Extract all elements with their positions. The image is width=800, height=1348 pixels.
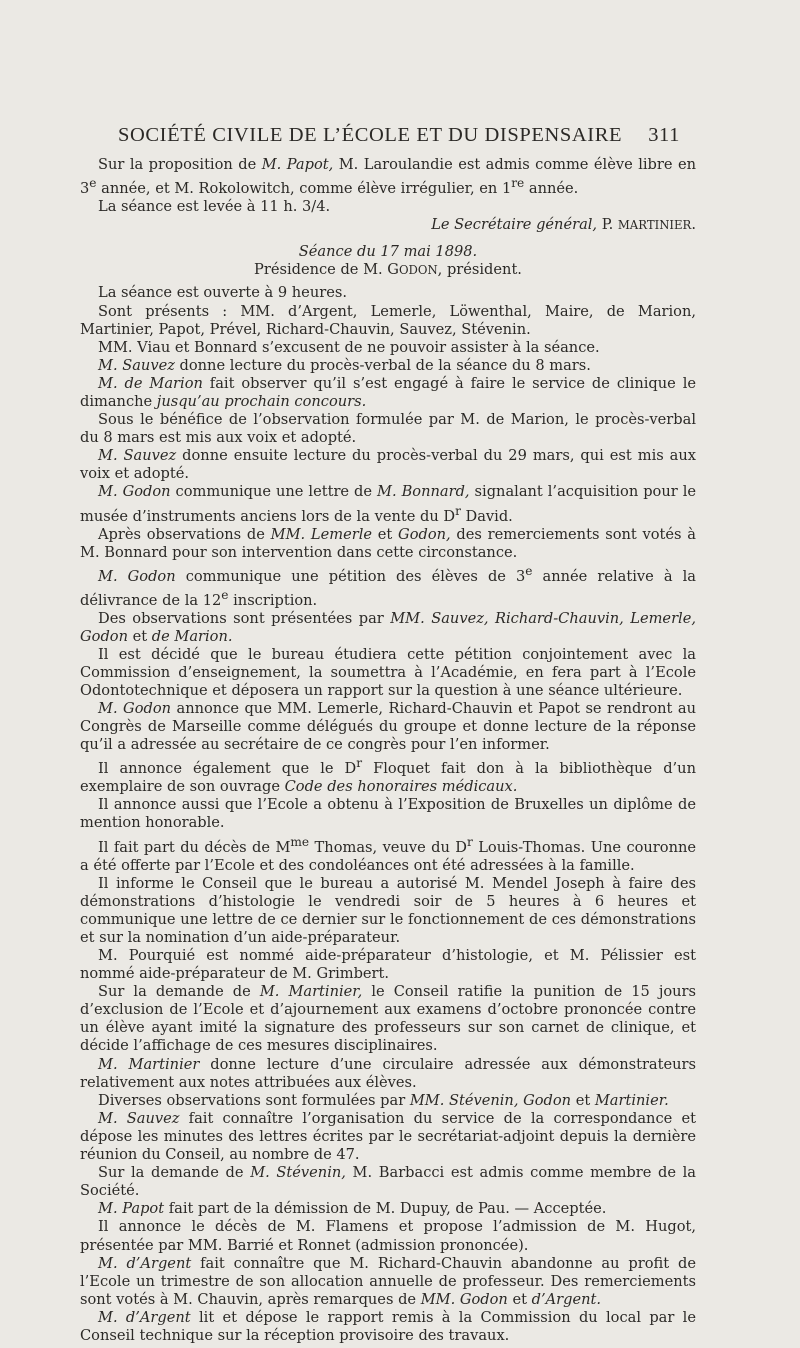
paragraph: M. Martinier donne lecture d’une circulaire adressée aux démonstrateurs relativement aux notes attribuées aux élèves. <box>80 1055 696 1091</box>
paragraph: Il annonce le décès de M. Flamens et propose l’admission de M. Hugot, présentée par MM. Barrié et Ronnet (admission prononcée). <box>80 1218 696 1254</box>
paragraph: M. d’Argent fait connaître que M. Richard-Chauvin abandonne au profit de l’Ecole un trimestre de son allocation annuelle de professeur. Des remerciements sont votés à M. Chauvin, après remarques de MM. Godon et d’Argent. <box>80 1254 696 1308</box>
paragraph: Il annonce aussi que l’Ecole a obtenu à l’Exposition de Bruxelles un diplôme de mention honorable. <box>80 796 696 832</box>
paragraph: M. Papot fait part de la démission de M. Dupuy, de Pau. — Acceptée. <box>98 1200 607 1218</box>
paragraph: M. Godon communique une pétition des élèves de 3e année relative à la délivrance de la 12e inscription. <box>80 563 696 609</box>
paragraph: Présidence de M. GODON, président. <box>254 261 522 279</box>
paragraph: M. Godon communique une lettre de M. Bonnard, signalant l’acquisition pour le musée d’instruments anciens lors de la vente du $D^r$ David. <box>80 483 697 525</box>
paragraph: M. Pourquié est nommé aide-préparateur d’histologie, et M. Pélissier est nommé aide-préparateur de M. Grimbert. <box>80 947 696 983</box>
paragraph: Le Secrétaire général, P. MARTINIER. <box>431 216 696 234</box>
paragraph: M. d’Argent lit et dépose le rapport remis à la Commission du local par le Conseil technique sur la réception provisoire des travaux. <box>80 1308 696 1344</box>
paragraph: M. Sauvez donne ensuite lecture du procès-verbal du 29 mars, qui est mis aux voix et adopté. <box>80 447 697 483</box>
paragraph: Sur la demande de M. Stévenin, M. Barbacci est admis comme membre de la Société. <box>80 1164 696 1200</box>
page-number: 311 <box>648 124 680 146</box>
paragraph: M. Godon annonce que MM. Lemerle, Richard-Chauvin et Papot se rendront au Congrès de Marseille comme délégués du groupe et donne lecture de la réponse qu’il a adressée au secrétaire de ce congrès pour l’en informer. <box>80 700 696 754</box>
body-text <box>80 156 696 1345</box>
paragraph: Séance du 17 mai 1898. <box>298 243 478 261</box>
paragraph: Sur la proposition de M. Papot, M. Laroulandie est admis comme élève libre en 3e année, et M. Rokolowitch, comme élève irrégulier, en 1re année. <box>80 156 696 197</box>
paragraph: La séance est ouverte à 9 heures. <box>98 284 347 302</box>
paragraph: Sont présents : MM. d’Argent, Lemerle, Löwenthal, Maire, de Marion, Martinier, Papot, Prével, Richard-Chauvin, Sauvez, Stévenin. <box>80 302 696 338</box>
paragraph: M. Sauvez fait connaître l’organisation du service de la correspondance et dépose les minutes des lettres écrites par le secrétariat-adjoint depuis la dernière réunion du Conseil, au nombre de 47. <box>80 1109 696 1164</box>
paragraph: Sur la demande de M. Martinier, le Conseil ratifie la punition de 15 jours d’exclusion de l’Ecole et d’ajournement aux examens d’octobre prononcée contre un élève ayant imité la signature des professeurs sur son carnet de clinique, et décide l’affichage de ces mesures disciplinaires. <box>80 983 696 1055</box>
paragraph: MM. Viau et Bonnard s’excusent de ne pouvoir assister à la séance. <box>98 338 600 356</box>
paragraph: M. de Marion fait observer qu’il s’est engagé à faire le service de clinique le dimanche jusqu’au prochain concours. <box>80 374 697 410</box>
running-head <box>118 124 680 147</box>
paragraph: Il est décidé que le bureau étudiera cette pétition conjointement avec la Commission d’enseignement, la soumettra à l’Académie, en fera part à l’Ecole Odontotechnique et déposera un rapport sur la question à une séance ultérieure. <box>80 645 696 699</box>
paragraph: Il fait part du décès de $M^{me}$ Thomas, veuve du $D^r$ Louis-Thomas. Une couronne a été offerte par l’Ecole et des condoléances ont été adressées à la famille. <box>80 834 697 874</box>
paragraph: La séance est levée à 11 h. 3/4. <box>98 198 331 216</box>
paragraph: Il informe le Conseil que le bureau a autorisé M. Mendel Joseph à faire des démonstrations d’histologie le vendredi soir de 5 heures à 6 heures et communique une lettre de ce dernier sur le fonctionnement de ces démonstrations et sur la nomination d’un aide-préparateur. <box>80 874 696 946</box>
paragraph: Il annonce également que le $D^r$ Floquet fait don à la bibliothèque d’un exemplaire de son ouvrage Code des honoraires médicaux. <box>80 756 696 796</box>
paragraph: Sous le bénéfice de l’observation formulée par M. de Marion, le procès-verbal du 8 mars est mis aux voix et adopté. <box>80 411 696 447</box>
paragraph: Des observations sont présentées par MM. Sauvez, Richard-Chauvin, Lemerle, Godon et de Marion. <box>80 609 696 645</box>
running-title: SOCIÉTÉ CIVILE DE L’ÉCOLE ET DU DISPENSAIRE <box>118 124 623 146</box>
paragraph: Diverses observations sont formulées par MM. Stévenin, Godon et Martinier. <box>98 1091 669 1109</box>
paragraph: M. Sauvez donne lecture du procès-verbal de la séance du 8 mars. <box>98 356 591 374</box>
paragraph: Après observations de MM. Lemerle et Godon, des remerciements sont votés à M. Bonnard pour son intervention dans cette circonstance. <box>80 525 696 561</box>
